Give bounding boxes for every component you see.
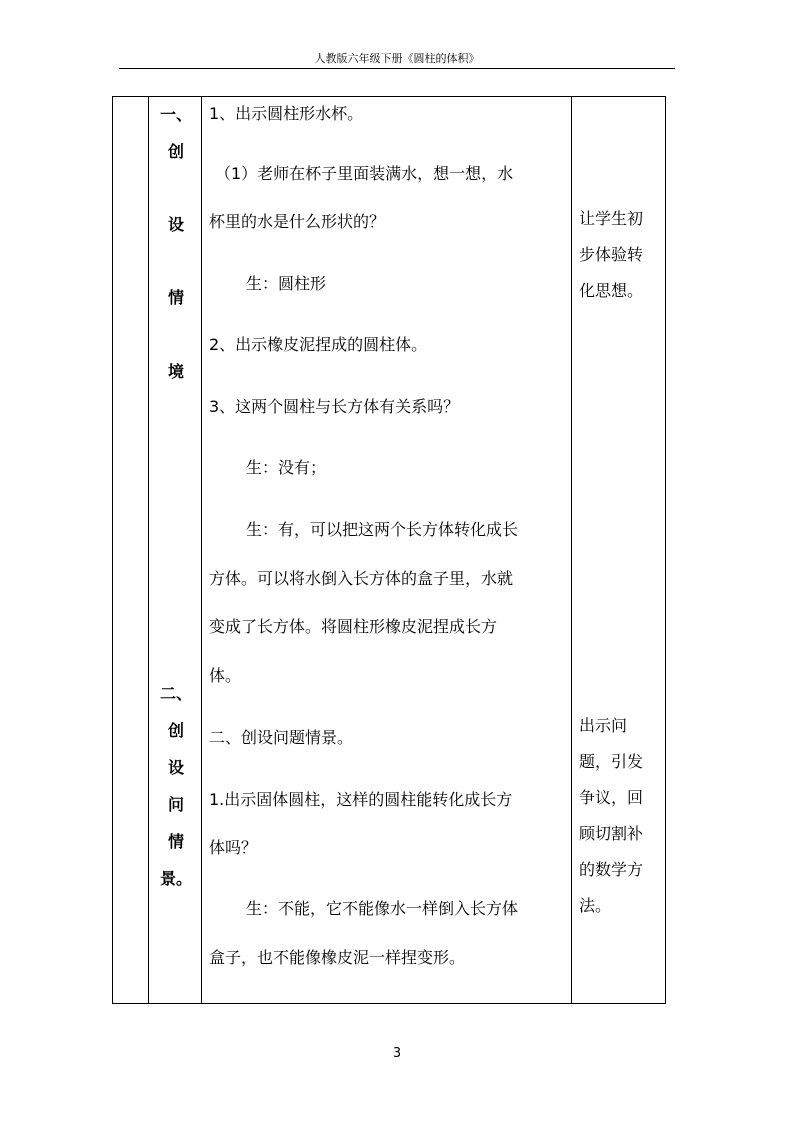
note-line: 化思想。 bbox=[579, 281, 644, 300]
content-line: 体吗？ bbox=[209, 838, 258, 857]
content-line: 3、这两个圆柱与长方体有关系吗？ bbox=[209, 397, 460, 416]
content-line: 盒子，也不能像橡皮泥一样捏变形。 bbox=[209, 948, 466, 967]
section2-char: 二、 bbox=[159, 684, 192, 703]
section2-char: 创 bbox=[167, 721, 184, 740]
page-number: 3 bbox=[392, 1046, 402, 1061]
content-line: 1、出示圆柱形水杯。 bbox=[209, 104, 364, 123]
section2-char: 问 bbox=[167, 795, 184, 814]
content-line: 2、出示橡皮泥捏成的圆柱体。 bbox=[209, 335, 428, 354]
content-line: 杯里的水是什么形状的？ bbox=[209, 212, 386, 231]
content-line: 生：有，可以把这两个长方体转化成长 bbox=[246, 520, 519, 539]
note-line: 步体验转 bbox=[579, 245, 644, 264]
note-line: 出示问 bbox=[579, 716, 628, 735]
page-header: 人教版六年级下册《圆柱的体积》 bbox=[314, 52, 480, 65]
note-line: 法。 bbox=[579, 896, 612, 915]
column-divider bbox=[148, 97, 149, 1003]
column-divider bbox=[571, 97, 572, 1003]
note-line: 让学生初 bbox=[579, 209, 644, 228]
content-line: 变成了长方体。将圆柱形橡皮泥捏成长方 bbox=[209, 617, 498, 636]
section2-char: 设 bbox=[167, 758, 184, 777]
teaching-note bbox=[579, 201, 665, 309]
content-line: 生：圆柱形 bbox=[246, 274, 327, 293]
section2-char: 情 bbox=[167, 832, 184, 851]
content-line: 生：不能，它不能像水一样倒入长方体 bbox=[246, 899, 519, 918]
content-line: 方体。可以将水倒入长方体的盒子里，水就 bbox=[209, 569, 514, 588]
content-line: 1.出示固体圆柱，这样的圆柱能转化成长方 bbox=[209, 790, 513, 809]
lesson-table bbox=[112, 96, 666, 1004]
note-line: 的数学方 bbox=[579, 860, 644, 879]
section1-char: 情 bbox=[167, 288, 184, 307]
section1-char: 境 bbox=[167, 362, 184, 381]
section1-char: 一、 bbox=[159, 105, 192, 124]
section2-char: 景。 bbox=[159, 869, 192, 888]
column-divider bbox=[201, 97, 202, 1003]
note-line: 顾切割补 bbox=[579, 824, 644, 843]
section1-char: 创 bbox=[167, 142, 184, 161]
content-line: 体。 bbox=[209, 666, 242, 685]
content-line: 二、创设问题情景。 bbox=[209, 728, 354, 747]
content-line: 生：没有； bbox=[246, 458, 327, 477]
section1-char: 设 bbox=[167, 215, 184, 234]
content-line: （1）老师在杯子里面装满水，想一想，水 bbox=[215, 164, 514, 183]
teaching-note bbox=[579, 708, 665, 924]
header-rule bbox=[119, 68, 675, 69]
note-line: 题，引发 bbox=[579, 752, 644, 771]
note-line: 争议，回 bbox=[579, 788, 644, 807]
